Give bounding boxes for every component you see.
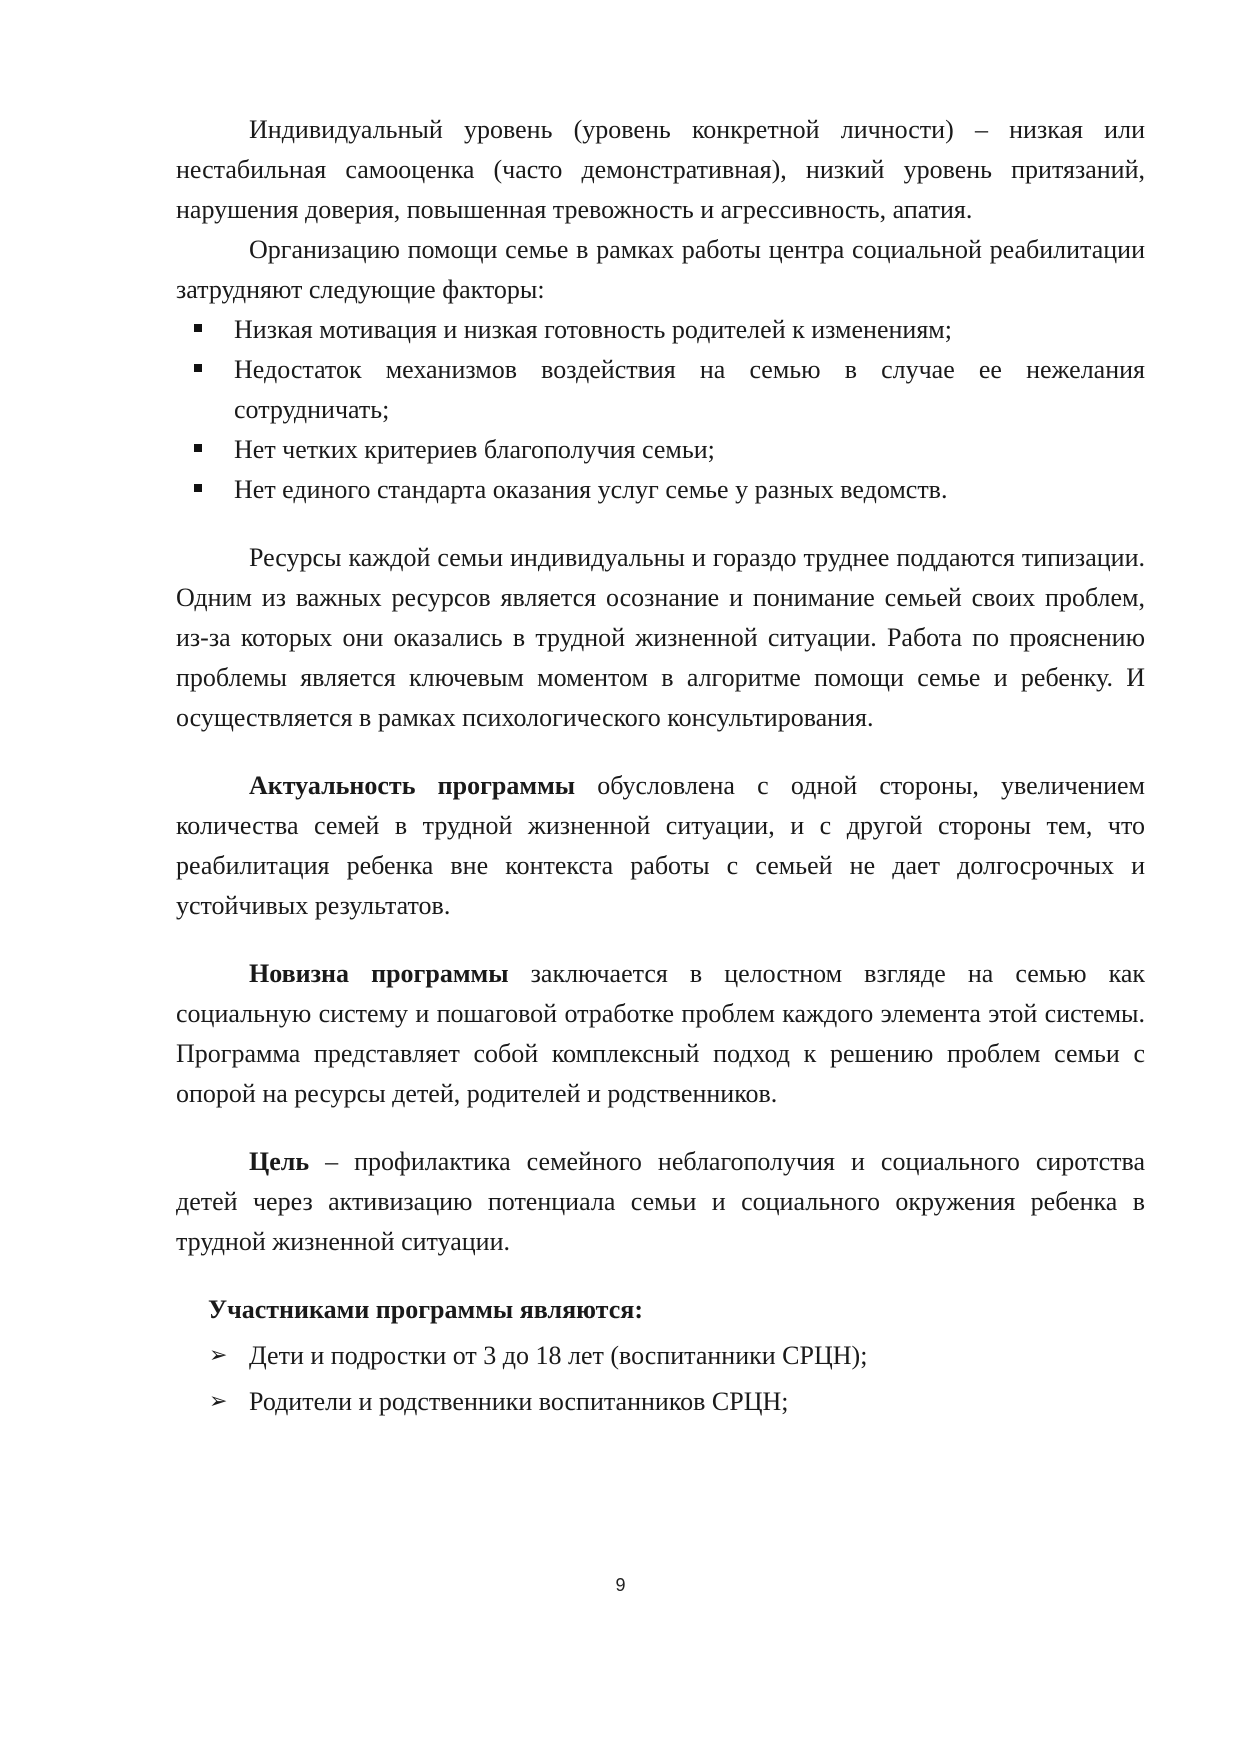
novelty-text: заключается в целостном взгляде на семью как социальную систему и пошаговой отработке проблем каждого элемента этой системы. Программа представляет собой комплексный подход к решению проблем семьи с опорой на ресурсы детей, родителей и родственников. <box>176 959 1146 1108</box>
relevance-text: обусловлена с одной стороны, увеличением количества семей в трудной жизненной ситуации, и с другой стороны тем, что реабилитация ребенка вне контекста работы с семьей не дает долгосрочных и устойчивых результатов. <box>176 771 1146 920</box>
list-item <box>176 1336 1145 1376</box>
list-item-text: Родители и родственники воспитанников СРЦН; <box>249 1387 789 1416</box>
paragraph-relevance <box>176 766 1145 926</box>
square-bullet-icon <box>194 484 202 492</box>
relevance-label: Актуальность программы <box>249 771 576 800</box>
list-item <box>176 430 1145 470</box>
participants-list <box>176 1336 1145 1422</box>
goal-text: – профилактика семейного неблагополучия и социального сиротства детей через активизацию потенциала семьи и социального окружения ребенка в трудной жизненной ситуации. <box>176 1147 1145 1256</box>
participants-heading: Участниками программы являются: <box>208 1295 644 1324</box>
square-bullet-icon <box>194 444 202 452</box>
list-item-text: Нет единого стандарта оказания услуг семье у разных ведомств. <box>234 475 948 504</box>
square-bullet-icon <box>194 324 202 332</box>
list-item <box>176 1382 1145 1422</box>
paragraph-family-resources: Ресурсы каждой семьи индивидуальны и гораздо труднее поддаются типизации. Одним из важных ресурсов является осознание и понимание семьей своих проблем, из-за которых они оказались в трудной жизненной ситуации. Работа по прояснению проблемы является ключевым моментом в алгоритме помощи семье и ребенку. И осуществляется в рамках психологического консультирования. <box>176 543 1145 732</box>
list-item <box>176 470 1145 510</box>
list-item <box>176 350 1145 430</box>
paragraph-goal <box>176 1142 1145 1262</box>
list-item-text: Дети и подростки от 3 до 18 лет (воспитанники СРЦН); <box>249 1341 868 1370</box>
list-item <box>176 310 1145 350</box>
square-bullet-icon <box>194 364 202 372</box>
novelty-label: Новизна программы <box>249 959 509 988</box>
list-item-text: Недостаток механизмов воздействия на семью в случае ее нежелания сотрудничать; <box>234 355 1145 424</box>
paragraph-organization-factors: Организацию помощи семье в рамках работы центра социальной реабилитации затрудняют следующие факторы: <box>176 235 1145 304</box>
factors-list <box>176 310 1145 510</box>
list-item-text: Низкая мотивация и низкая готовность родителей к изменениям; <box>234 315 952 344</box>
page-content <box>176 110 1145 1422</box>
page-number: 9 <box>615 1575 626 1595</box>
paragraph-individual-level: Индивидуальный уровень (уровень конкретной личности) – низкая или нестабильная самооценка (часто демонстративная), низкий уровень притязаний, нарушения доверия, повышенная тревожность и агрессивность, апатия. <box>176 115 1145 224</box>
paragraph-novelty <box>176 954 1145 1114</box>
goal-label: Цель <box>249 1147 310 1176</box>
arrow-bullet-icon: ➢ <box>209 1389 228 1414</box>
list-item-text: Нет четких критериев благополучия семьи; <box>234 435 715 464</box>
arrow-bullet-icon: ➢ <box>209 1343 228 1368</box>
